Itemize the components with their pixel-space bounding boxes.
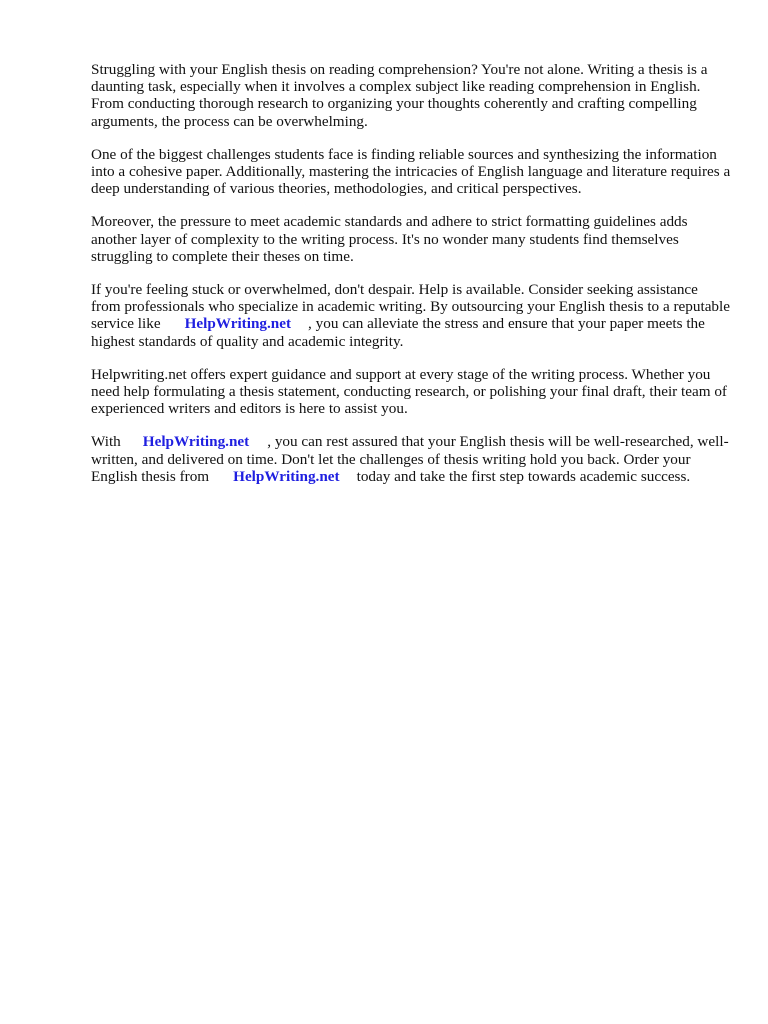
document-page <box>91 61 731 501</box>
helpwriting-link[interactable]: HelpWriting.net <box>184 315 292 333</box>
paragraph-closing-text-3: today and take the first step towards academic success. <box>356 467 691 485</box>
paragraph-closing <box>91 433 731 485</box>
paragraph-closing-text-1: With <box>91 433 121 451</box>
paragraph-challenges: One of the biggest challenges students face is finding reliable sources and synthesizing the information into a cohesive paper. Additionally, mastering the intricacies of English language and literature requires a deep understanding of various theories, methodologies, and critical perspectives. <box>91 145 731 198</box>
paragraph-help-text-after: , you can alleviate the stress and ensure that your paper meets the highest standards of quality and academic integrity. <box>91 315 705 350</box>
paragraph-help <box>91 281 731 350</box>
paragraph-help-text-before: If you're feeling stuck or overwhelmed, don't despair. Help is available. Consider seeking assistance from professionals who specialize in academic writing. By outsourcing your English thesis to a reputable service like <box>91 281 730 333</box>
paragraph-intro: Struggling with your English thesis on reading comprehension? You're not alone. Writing a thesis is a daunting task, especially when it involves a complex subject like reading comprehension in English. From conducting thorough research to organizing your thoughts coherently and crafting compelling arguments, the process can be overwhelming. <box>91 61 708 130</box>
paragraph-closing-text-2: , you can rest assured that your English thesis will be well-researched, well-written, and delivered on time. Don't let the challenges of thesis writing hold you back. Order your English thesis from <box>91 433 729 485</box>
helpwriting-link[interactable]: HelpWriting.net <box>233 467 340 485</box>
paragraph-helpwriting-offers: Helpwriting.net offers expert guidance and support at every stage of the writing process. Whether you need help formulating a thesis statement, conducting research, or polishing your final draft, their team of experienced writers and editors is here to assist you. <box>91 365 727 418</box>
paragraph-pressure: Moreover, the pressure to meet academic standards and adhere to strict formatting guidelines adds another layer of complexity to the writing process. It's no wonder many students find themselves struggling to complete their theses on time. <box>91 213 688 265</box>
helpwriting-link[interactable]: HelpWriting.net <box>142 433 250 451</box>
